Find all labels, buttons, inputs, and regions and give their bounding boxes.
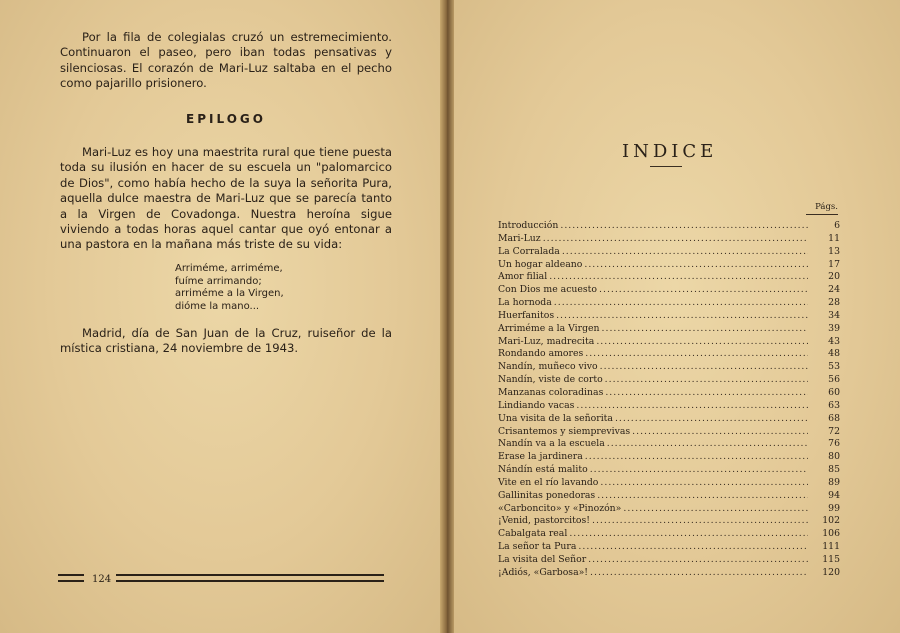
toc-entry-label: Nándín está malito	[498, 464, 588, 476]
toc-entry-page: 28	[828, 297, 840, 309]
toc-entry-label: Manzanas coloradinas	[498, 386, 604, 398]
verse-line: Arriméme, arriméme,	[175, 262, 283, 274]
toc-entry-page: 34	[828, 309, 840, 321]
toc-entry-page: 99	[828, 502, 840, 514]
dot-leader	[556, 310, 808, 321]
epilogue-paragraph: Mari-Luz es hoy una maestrita rural que tiene puesta toda su ilusión en hacer de su escuela un "palomarcico de Dios", como había hecho de la suya la señorita Pura, aquella dulce maestra de Mari-Luz que se parecía tanto a la Virgen de Covadonga. Nuestra heroína sigue viviendo a todas horas aquel cantar que oyó entonar a una pastora en la mañana más triste de su vida:	[60, 145, 392, 252]
title-underline	[650, 166, 682, 167]
toc-entry-page: 39	[828, 322, 840, 334]
dot-leader	[600, 477, 808, 488]
toc-entry-label: La señor ta Pura	[498, 541, 577, 553]
toc-entry	[498, 464, 840, 477]
toc-entry	[498, 477, 840, 490]
dot-leader	[602, 323, 808, 334]
dot-leader	[590, 567, 808, 578]
verse-line: dióme la mano...	[175, 301, 260, 313]
opening-paragraph: Por la fila de colegialas cruzó un estremecimiento. Continuaron el paseo, pero iban todas pensativas y silenciosas. El corazón de Mari-Luz saltaba en el pecho como pajarillo prisionero.	[60, 30, 392, 91]
toc-entry-label: La Corralada	[498, 245, 560, 257]
footer-rule-left-bottom	[58, 580, 84, 582]
verse-line: fuíme arrimando;	[175, 275, 262, 287]
verse	[175, 263, 392, 314]
dot-leader	[607, 438, 808, 449]
toc-entry-label: Con Dios me acuesto	[498, 284, 598, 296]
pages-header-rule	[806, 214, 838, 215]
toc-entry-label: Nandín va a la escuela	[498, 438, 605, 450]
toc-entry-label: Nandín, muñeco vivo	[498, 361, 598, 373]
toc-entry-page: 20	[828, 271, 840, 283]
left-page-text	[60, 30, 392, 357]
verse-line: arriméme a la Virgen,	[175, 288, 284, 300]
table-of-contents	[498, 220, 840, 580]
dot-leader	[632, 426, 808, 437]
toc-entry	[498, 297, 840, 310]
toc-entry	[498, 259, 840, 272]
dot-leader	[597, 490, 808, 501]
toc-entry	[498, 220, 840, 233]
toc-entry-page: 17	[828, 258, 840, 270]
toc-entry-label: «Carboncito» y «Pinozón»	[498, 502, 622, 514]
toc-entry-page: 24	[828, 284, 840, 296]
dot-leader	[549, 271, 808, 282]
dot-leader	[605, 387, 808, 398]
toc-entry	[498, 503, 840, 516]
toc-entry-page: 6	[834, 220, 840, 231]
toc-entry-label: Introducción	[498, 220, 559, 231]
toc-entry-page: 85	[828, 464, 840, 476]
toc-entry-label: Mari-Luz	[498, 232, 541, 244]
toc-entry-page: 68	[828, 412, 840, 424]
toc-entry	[498, 271, 840, 284]
toc-entry-page: 56	[828, 374, 840, 386]
toc-entry-page: 102	[822, 515, 840, 527]
toc-entry	[498, 284, 840, 297]
dot-leader	[554, 297, 808, 308]
toc-entry-label: Gallinitas ponedoras	[498, 489, 596, 501]
toc-entry	[498, 323, 840, 336]
toc-entry-label: Huerfanitos	[498, 309, 555, 321]
epilogue-heading: EPILOGO	[186, 111, 266, 126]
toc-entry	[498, 541, 840, 554]
toc-entry-page: 94	[828, 489, 840, 501]
toc-entry	[498, 438, 840, 451]
toc-entry	[498, 348, 840, 361]
dot-leader	[584, 259, 808, 270]
dot-leader	[590, 464, 808, 475]
toc-entry	[498, 246, 840, 259]
toc-entry-label: Nandín, viste de corto	[498, 374, 603, 386]
toc-entry-label: ¡Adiós, «Garbosa»!	[498, 566, 589, 578]
dot-leader	[543, 233, 808, 244]
toc-entry-page: 43	[828, 335, 840, 347]
toc-entry-label: Erase la jardinera	[498, 451, 583, 463]
dot-leader	[599, 284, 808, 295]
footer-rule-right-bottom	[116, 580, 384, 582]
toc-entry	[498, 387, 840, 400]
toc-entry	[498, 451, 840, 464]
closing-dateline: Madrid, día de San Juan de la Cruz, ruiseñor de la mística cristiana, 24 noviembre de 1943.	[60, 326, 392, 356]
pages-column-header: Págs.	[815, 202, 838, 212]
toc-entry-label: Lindiando vacas	[498, 399, 575, 411]
dot-leader	[585, 348, 808, 359]
page-footer	[58, 573, 386, 587]
dot-leader	[623, 503, 808, 514]
toc-entry-label: Amor filial	[498, 271, 548, 283]
toc-entry	[498, 554, 840, 567]
toc-entry-page: 111	[822, 541, 840, 553]
toc-entry-page: 120	[822, 566, 840, 578]
toc-entry-label: Cabalgata real	[498, 528, 568, 540]
toc-entry	[498, 490, 840, 503]
toc-entry	[498, 528, 840, 541]
dot-leader	[578, 541, 808, 552]
toc-entry-label: La hornoda	[498, 297, 552, 309]
toc-entry	[498, 336, 840, 349]
toc-entry-page: 72	[828, 425, 840, 437]
dot-leader	[562, 246, 808, 257]
toc-entry-page: 63	[828, 399, 840, 411]
toc-entry-label: Mari-Luz, madrecita	[498, 335, 595, 347]
dot-leader	[615, 413, 808, 424]
toc-entry-label: Arriméme a la Virgen	[498, 322, 600, 334]
dot-leader	[592, 515, 808, 526]
toc-entry	[498, 515, 840, 528]
toc-entry-label: Un hogar aldeano	[498, 258, 583, 270]
dot-leader	[600, 361, 808, 372]
toc-entry	[498, 361, 840, 374]
toc-entry-label: Crisantemos y siemprevivas	[498, 425, 631, 437]
toc-entry-label: Una visita de la señorita	[498, 412, 613, 424]
index-title: INDICE	[622, 141, 718, 162]
toc-entry-label: La visita del Señor	[498, 553, 587, 565]
book-gutter	[440, 0, 454, 633]
toc-entry-page: 53	[828, 361, 840, 373]
page-number: 124	[92, 574, 112, 585]
footer-rule-left-top	[58, 574, 84, 576]
dot-leader	[560, 220, 808, 231]
dot-leader	[585, 451, 808, 462]
toc-entry-page: 13	[828, 245, 840, 257]
toc-entry	[498, 413, 840, 426]
dot-leader	[605, 374, 808, 385]
toc-entry-label: Vite en el río lavando	[498, 476, 599, 488]
toc-entry-label: ¡Venid, pastorcitos!	[498, 515, 590, 527]
toc-entry-page: 60	[828, 386, 840, 398]
toc-entry	[498, 374, 840, 387]
dot-leader	[576, 400, 808, 411]
toc-entry-page: 80	[828, 451, 840, 463]
toc-entry-page: 76	[828, 438, 840, 450]
toc-entry	[498, 233, 840, 246]
toc-entry	[498, 567, 840, 580]
toc-entry	[498, 426, 840, 439]
toc-entry-page: 48	[828, 348, 840, 360]
dot-leader	[596, 336, 808, 347]
toc-entry-page: 106	[822, 528, 840, 540]
dot-leader	[588, 554, 808, 565]
toc-entry	[498, 310, 840, 323]
toc-entry-page: 11	[828, 232, 840, 244]
footer-rule-right-top	[116, 574, 384, 576]
toc-entry	[498, 400, 840, 413]
toc-entry-page: 89	[828, 476, 840, 488]
toc-entry-page: 115	[822, 553, 840, 565]
toc-entry-label: Rondando amores	[498, 348, 584, 360]
dot-leader	[569, 528, 808, 539]
